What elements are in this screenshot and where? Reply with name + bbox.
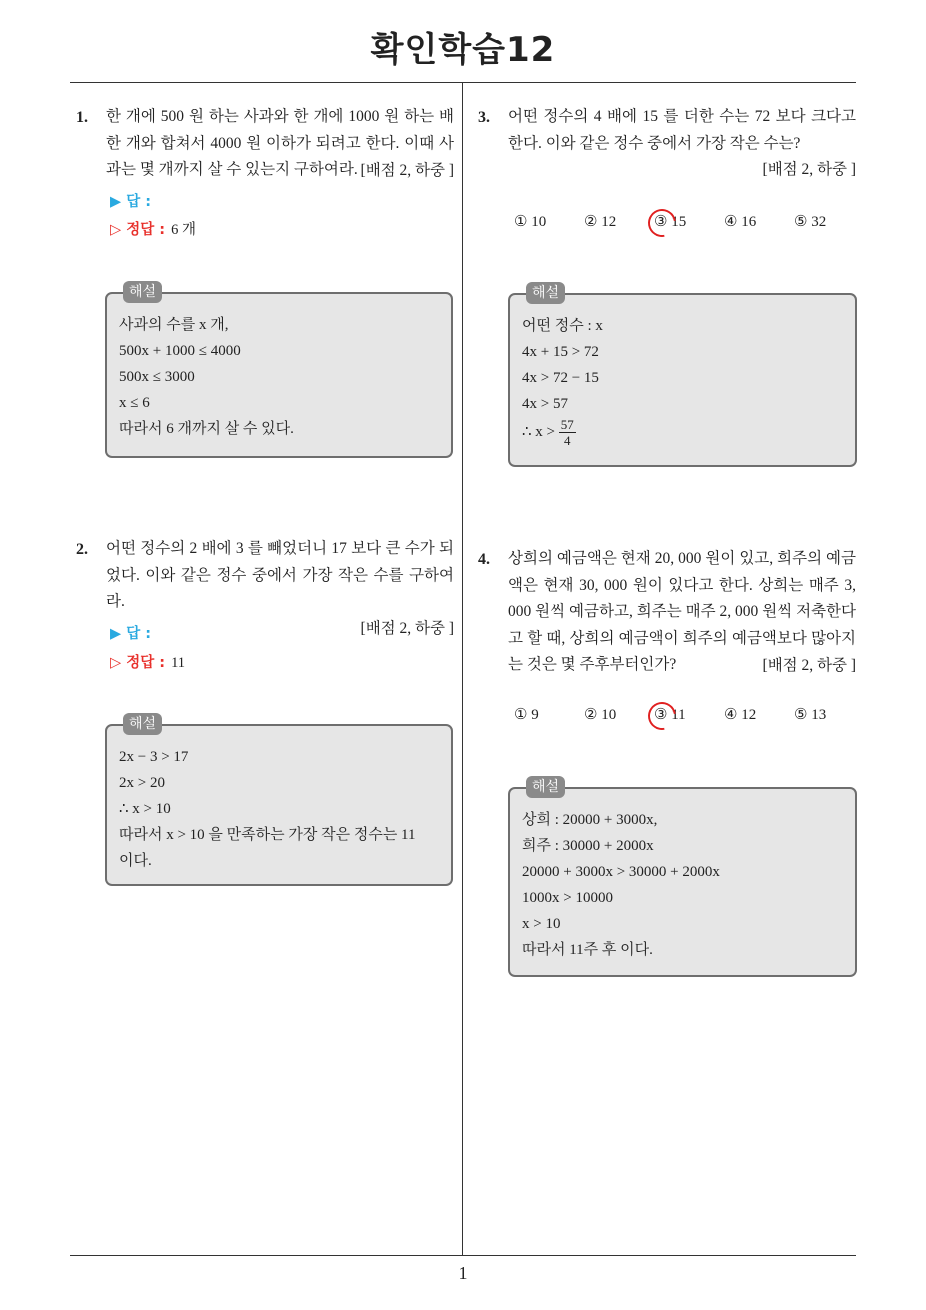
- selected-mark-icon: [643, 697, 682, 736]
- q2-number: 2.: [76, 541, 88, 558]
- q2-explanation-tag: 해설: [123, 713, 162, 735]
- q1-explain-line: 따라서 6 개까지 살 수 있다.: [119, 421, 294, 437]
- q4-choice[interactable]: ② 10: [584, 707, 617, 723]
- q3-explain-line: 어떤 정수 : x: [522, 318, 603, 334]
- q1-explanation-tag: 해설: [123, 281, 162, 303]
- q1-explain-line: 500x + 1000 ≤ 4000: [119, 343, 241, 359]
- q4-choice[interactable]: ⑤ 13: [794, 707, 827, 723]
- q2-answer-label: ▶ 답 :: [110, 626, 152, 642]
- q2-explanation-box: [105, 716, 453, 886]
- page-title: 확인학습12: [370, 30, 556, 70]
- q3-score: [배점 2, 하중 ]: [762, 161, 856, 178]
- q3-choices: [514, 212, 854, 234]
- q1-score: [배점 2, 하중 ]: [360, 161, 454, 179]
- q1-explanation-box: [105, 284, 453, 458]
- q4-explain-line: 1000x > 10000: [522, 890, 613, 906]
- q4-text: 상희의 예금액은 현재 20, 000 원이 있고, 희주의 예금액은 현재 30, 000 원이 있다고 한다. 상희는 매주 3, 000 원씩 예금하고, 희주는 매주 2, 000 원씩 저축한다고 할 때, 상희의 예금액이 희주의 예금액보다 많아지는 것은 몇 주후부터인가?: [508, 550, 856, 673]
- q4-explanation-box: [508, 779, 857, 977]
- q4-explain-line: 희주 : 30000 + 2000x: [522, 838, 654, 854]
- q1-explain-line: x ≤ 6: [119, 395, 150, 411]
- q3-choice[interactable]: ② 12: [584, 214, 617, 230]
- q1-explain-line: 500x ≤ 3000: [119, 369, 195, 385]
- q4-explain-line: 20000 + 3000x > 30000 + 2000x: [522, 864, 720, 880]
- page-number: 1: [458, 1263, 468, 1283]
- q1-text: 한 개에 500 원 하는 사과와 한 개에 1000 원 하는 배 한 개와 합쳐서 4000 원 이하가 되려고 한다. 이때 사과는 몇 개까지 살 수 있는지 구하여라.: [106, 108, 454, 178]
- q3-choice[interactable]: ⑤ 32: [794, 214, 827, 230]
- column-divider: [462, 83, 463, 1255]
- q4-choice[interactable]: ① 9: [514, 707, 539, 723]
- q4-explain-line: 따라서 11주 후 이다.: [522, 942, 653, 958]
- q1-answer-label: ▶ 답 :: [110, 194, 152, 210]
- q4-choices: [514, 705, 854, 727]
- q2-text: 어떤 정수의 2 배에 3 를 빼었더니 17 보다 큰 수가 되었다. 이와 같은 정수 중에서 가장 작은 수를 구하여라.: [106, 540, 454, 610]
- q3-explanation-tag: 해설: [526, 282, 565, 304]
- q2-explain-line: 이다.: [119, 853, 152, 869]
- q3-choice[interactable]: ④ 16: [724, 214, 757, 230]
- q1-answer-line: [110, 190, 151, 211]
- q4-explain-line: x > 10: [522, 916, 561, 932]
- q2-correct-line: [110, 651, 185, 672]
- q2-answer-line: [110, 622, 151, 643]
- q4-score: [배점 2, 하중 ]: [762, 656, 856, 674]
- q2-block: [106, 536, 454, 642]
- q3-block: [508, 104, 856, 184]
- fraction: $\frac{57}{4}$: [560, 417, 574, 448]
- q1-explain-line: 사과의 수를 x 개,: [119, 317, 229, 333]
- q3-explain-line: 4x > 57: [522, 396, 568, 412]
- q1-number: 1.: [76, 109, 88, 126]
- bottom-rule: [70, 1255, 856, 1256]
- q4-explain-line: 상희 : 20000 + 3000x,: [522, 812, 658, 828]
- q2-correct-value: 11: [171, 655, 186, 671]
- q3-explanation-box: [508, 285, 857, 467]
- q2-explain-line: ∴ x > 10: [119, 801, 171, 817]
- q4-choice-selected[interactable]: ③ 11: [654, 705, 686, 724]
- q1-correct-line: [110, 218, 196, 239]
- q4-explanation-tag: 해설: [526, 776, 565, 798]
- q3-choice-selected[interactable]: ③ 15: [654, 212, 686, 231]
- q3-explain-line: 4x > 72 − 15: [522, 370, 599, 386]
- q4-block: [508, 546, 856, 679]
- q4-number: 4.: [478, 551, 490, 568]
- q4-choice[interactable]: ④ 12: [724, 707, 757, 723]
- q3-explain-line: 4x + 15 > 72: [522, 344, 599, 360]
- q3-number: 3.: [478, 109, 490, 126]
- top-rule: [70, 82, 856, 83]
- q2-correct-label: ▷ 정답 :: [110, 655, 166, 671]
- selected-mark-icon: [643, 204, 682, 243]
- q3-explain-line-fraction: ∴ x > $\frac{57}{4}$: [522, 417, 574, 448]
- q1-correct-label: ▷ 정답 :: [110, 222, 166, 238]
- q2-score: [배점 2, 하중 ]: [360, 619, 454, 637]
- q3-choice[interactable]: ① 10: [514, 214, 547, 230]
- q2-explain-line: 따라서 x > 10 을 만족하는 가장 작은 정수는 11: [119, 827, 416, 843]
- q3-text: 어떤 정수의 4 배에 15 를 더한 수는 72 보다 크다고 한다. 이와 같은 정수 중에서 가장 작은 수는?: [508, 108, 856, 152]
- q2-explain-line: 2x − 3 > 17: [119, 749, 189, 765]
- q1-block: [106, 104, 454, 184]
- q1-correct-value: 6 개: [171, 222, 196, 238]
- q2-explain-line: 2x > 20: [119, 775, 165, 791]
